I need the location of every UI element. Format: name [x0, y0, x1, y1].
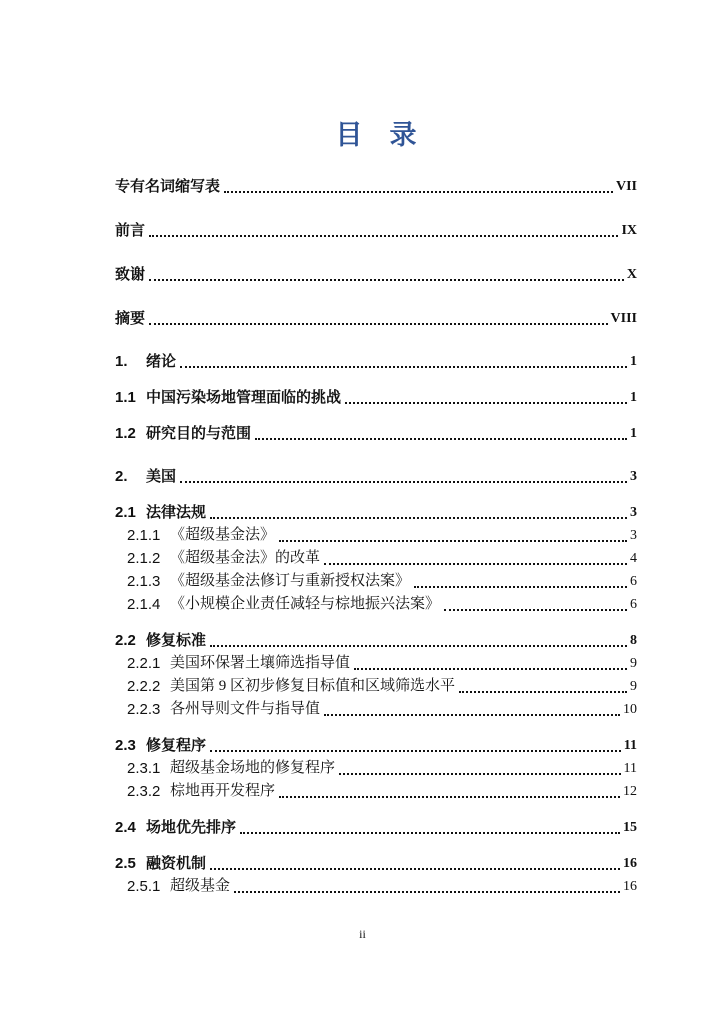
toc-entry-page: IX [621, 223, 637, 238]
toc-entry-label: 中国污染场地管理面临的挑战 [146, 389, 342, 406]
toc-entry-label: 《超级基金法》 [170, 527, 276, 543]
toc-entry-page: 11 [623, 761, 637, 776]
dot-leader [459, 691, 627, 693]
toc-entry [115, 818, 637, 837]
toc-entry-label: 专有名词缩写表 [115, 178, 221, 195]
dot-leader [210, 750, 621, 752]
toc-entry-number: 2.1.4 [127, 596, 161, 613]
toc-entry [115, 595, 637, 614]
toc-entry-page: 9 [630, 679, 637, 694]
toc-entry [115, 309, 637, 328]
dot-leader [180, 366, 627, 368]
toc-entry-page: 1 [630, 426, 637, 441]
toc-entry-label: 融资机制 [146, 855, 207, 872]
toc-entry-number: 2.3.1 [127, 760, 161, 777]
dot-leader [444, 609, 627, 611]
toc-entry-label: 修复标准 [146, 632, 207, 649]
dot-leader [180, 481, 627, 483]
toc-entry [115, 877, 637, 896]
toc-entry-page: 3 [630, 469, 637, 484]
toc-entry-label: 场地优先排序 [146, 819, 237, 836]
dot-leader [255, 438, 627, 440]
page-title: 目 录 [335, 120, 417, 150]
dot-leader [240, 832, 620, 834]
toc-entry-page: 1 [630, 354, 637, 369]
dot-leader [324, 714, 620, 716]
toc-entry-label: 超级基金 [170, 878, 231, 894]
toc-entry-label: 法律法规 [146, 504, 207, 521]
toc-entry-number: 2.1.1 [127, 527, 161, 544]
toc-entry [115, 631, 637, 650]
dot-leader [354, 668, 627, 670]
toc-entry-number: 2.1.3 [127, 573, 161, 590]
toc-entry-page: 15 [623, 820, 637, 835]
toc-entry-label: 致谢 [115, 266, 146, 283]
toc-entry-page: 8 [630, 633, 637, 648]
toc-entry-page: 4 [630, 551, 637, 566]
toc-entry-page: 3 [630, 528, 637, 543]
toc-entry-number: 2.3.2 [127, 783, 161, 800]
dot-leader [234, 891, 620, 893]
toc-entry-page: 12 [623, 784, 637, 799]
dot-leader [279, 796, 620, 798]
toc-entry-page: 10 [623, 702, 637, 717]
toc-entry [115, 352, 637, 371]
dot-leader [149, 235, 618, 237]
toc-entry [115, 854, 637, 873]
toc-entry [115, 424, 637, 443]
toc-entry [115, 221, 637, 240]
toc-entry [115, 572, 637, 591]
toc-entry [115, 503, 637, 522]
toc-entry-page: X [626, 267, 637, 282]
toc-entry-number: 1.2 [115, 425, 136, 442]
toc-entry [115, 759, 637, 778]
toc-entry-number: 1.1 [115, 389, 136, 406]
toc-entry [115, 526, 637, 545]
dot-leader [210, 868, 620, 870]
toc-entry [115, 177, 637, 196]
toc-entry-page: 16 [623, 879, 637, 894]
toc-entry-number: 2.5 [115, 855, 136, 872]
toc-entry-label: 《超级基金法》的改革 [170, 550, 321, 566]
footer-page-number: ii [359, 927, 366, 941]
toc-entry [115, 654, 637, 673]
toc-entry-label: 绪论 [146, 353, 177, 370]
toc-entry-number: 2.2.1 [127, 655, 161, 672]
dot-leader [210, 517, 627, 519]
toc-entry [115, 265, 637, 284]
dot-leader [149, 323, 608, 325]
dot-leader [414, 586, 627, 588]
toc-entry-page: VII [615, 179, 637, 194]
toc-entry-number: 2.3 [115, 737, 136, 754]
toc-entry-label: 各州导则文件与指导值 [170, 701, 321, 717]
toc-entry-page: 16 [623, 856, 637, 871]
dot-leader [345, 402, 627, 404]
toc-entry-label: 美国第 9 区初步修复目标值和区域筛选水平 [170, 678, 456, 694]
toc-entry-label: 超级基金场地的修复程序 [170, 760, 336, 776]
table-of-contents [115, 177, 637, 896]
toc-entry-label: 美国 [146, 468, 177, 485]
toc-entry [115, 782, 637, 801]
toc-entry [115, 700, 637, 719]
toc-entry [115, 467, 637, 486]
toc-entry-number: 2.4 [115, 819, 136, 836]
dot-leader [224, 191, 613, 193]
toc-entry-label: 修复程序 [146, 737, 207, 754]
toc-entry-number: 2.2.3 [127, 701, 161, 718]
dot-leader [339, 773, 621, 775]
toc-entry-number: 2.5.1 [127, 878, 161, 895]
dot-leader [210, 645, 627, 647]
toc-entry-page: 3 [630, 505, 637, 520]
toc-entry-label: 前言 [115, 222, 146, 239]
toc-entry-page: 1 [630, 390, 637, 405]
toc-entry-page: 9 [630, 656, 637, 671]
toc-entry [115, 549, 637, 568]
toc-entry [115, 677, 637, 696]
dot-leader [324, 563, 627, 565]
toc-entry-label: 研究目的与范围 [146, 425, 252, 442]
dot-leader [279, 540, 627, 542]
toc-entry-page: 6 [630, 597, 637, 612]
toc-entry-page: 11 [623, 738, 637, 753]
toc-entry-label: 摘要 [115, 310, 146, 327]
toc-entry-label: 棕地再开发程序 [170, 783, 276, 799]
toc-entry-number: 1. [115, 353, 128, 370]
toc-entry-label: 美国环保署土壤筛选指导值 [170, 655, 351, 671]
toc-entry [115, 388, 637, 407]
toc-entry-number: 2.2.2 [127, 678, 161, 695]
toc-entry-number: 2.2 [115, 632, 136, 649]
toc-entry-page: 6 [630, 574, 637, 589]
toc-entry-page: VIII [610, 311, 637, 326]
toc-entry-label: 《小规模企业责任减轻与棕地振兴法案》 [170, 596, 441, 612]
toc-entry-number: 2. [115, 468, 128, 485]
toc-entry-number: 2.1.2 [127, 550, 161, 567]
toc-entry-number: 2.1 [115, 504, 136, 521]
toc-entry [115, 736, 637, 755]
dot-leader [149, 279, 624, 281]
toc-entry-label: 《超级基金法修订与重新授权法案》 [170, 573, 411, 589]
